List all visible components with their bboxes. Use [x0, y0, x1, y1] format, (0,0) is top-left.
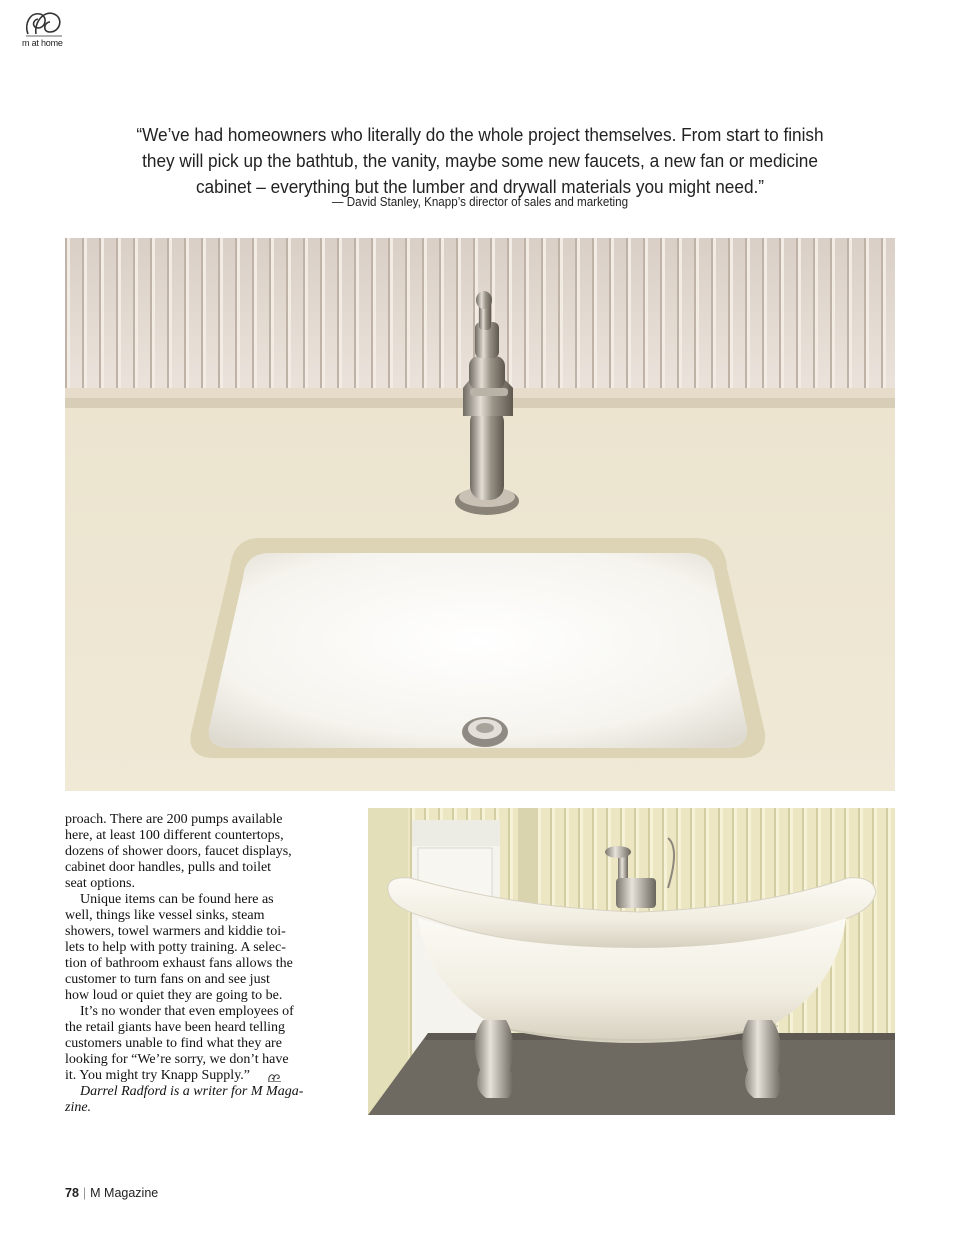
- text-line: lets to help with potty training. A selec-: [65, 940, 286, 955]
- pull-quote-line: they will pick up the bathtub, the vanity, maybe some new faucets, a new fan or medicine: [142, 150, 818, 171]
- magazine-logo: [22, 8, 70, 50]
- pull-quote-line: “We’ve had homeowners who literally do the whole project themselves. From start to finish: [136, 124, 824, 145]
- bathtub-photo: [368, 808, 895, 1115]
- text-line: the retail giants have been heard telling: [65, 1020, 286, 1035]
- article-paragraph: [65, 1004, 357, 1084]
- page-footer: [65, 1186, 158, 1200]
- text-line: customers unable to find what they are: [65, 1036, 282, 1051]
- text-line: proach. There are 200 pumps available: [65, 812, 283, 827]
- text-line: cabinet door handles, pulls and toilet: [65, 860, 272, 875]
- text-line: customer to turn fans on and see just: [65, 972, 270, 987]
- pull-quote: [136, 122, 824, 200]
- text-line: Darrel Radford is a writer for M Maga-: [80, 1084, 304, 1099]
- end-mark-icon: [253, 1071, 267, 1080]
- text-line: Unique items can be found here as: [80, 892, 274, 907]
- footer-separator: |: [82, 1186, 87, 1200]
- swirl-logo-icon: [22, 8, 66, 38]
- author-byline: [65, 1084, 357, 1116]
- logo-text: m at home: [22, 38, 63, 48]
- text-line: zine.: [65, 1100, 92, 1115]
- text-line: showers, towel warmers and kiddie toi-: [65, 924, 286, 939]
- text-line: well, things like vessel sinks, steam: [65, 908, 265, 923]
- article-body: [65, 812, 357, 1116]
- magazine-name: M Magazine: [90, 1186, 159, 1200]
- text-line: tion of bathroom exhaust fans allows the: [65, 956, 293, 971]
- text-line: how loud or quiet they are going to be.: [65, 988, 283, 1003]
- text-line: dozens of shower doors, faucet displays,: [65, 844, 292, 859]
- text-line: It’s no wonder that even employees of: [80, 1004, 294, 1019]
- text-line: seat options.: [65, 876, 135, 891]
- sink-photo: [65, 238, 895, 791]
- article-paragraph: [65, 812, 357, 892]
- text-line: it. You might try Knapp Supply.”: [65, 1068, 250, 1083]
- text-line: here, at least 100 different countertops,: [65, 828, 284, 843]
- pull-quote-line: cabinet – everything but the lumber and drywall materials you might need.”: [195, 176, 765, 197]
- page-number: 78: [65, 1186, 79, 1200]
- quote-attribution: — David Stanley, Knapp’s director of sales and marketing: [331, 195, 629, 209]
- text-line: looking for “We’re sorry, we don’t have: [65, 1052, 289, 1067]
- article-paragraph: [65, 892, 357, 1004]
